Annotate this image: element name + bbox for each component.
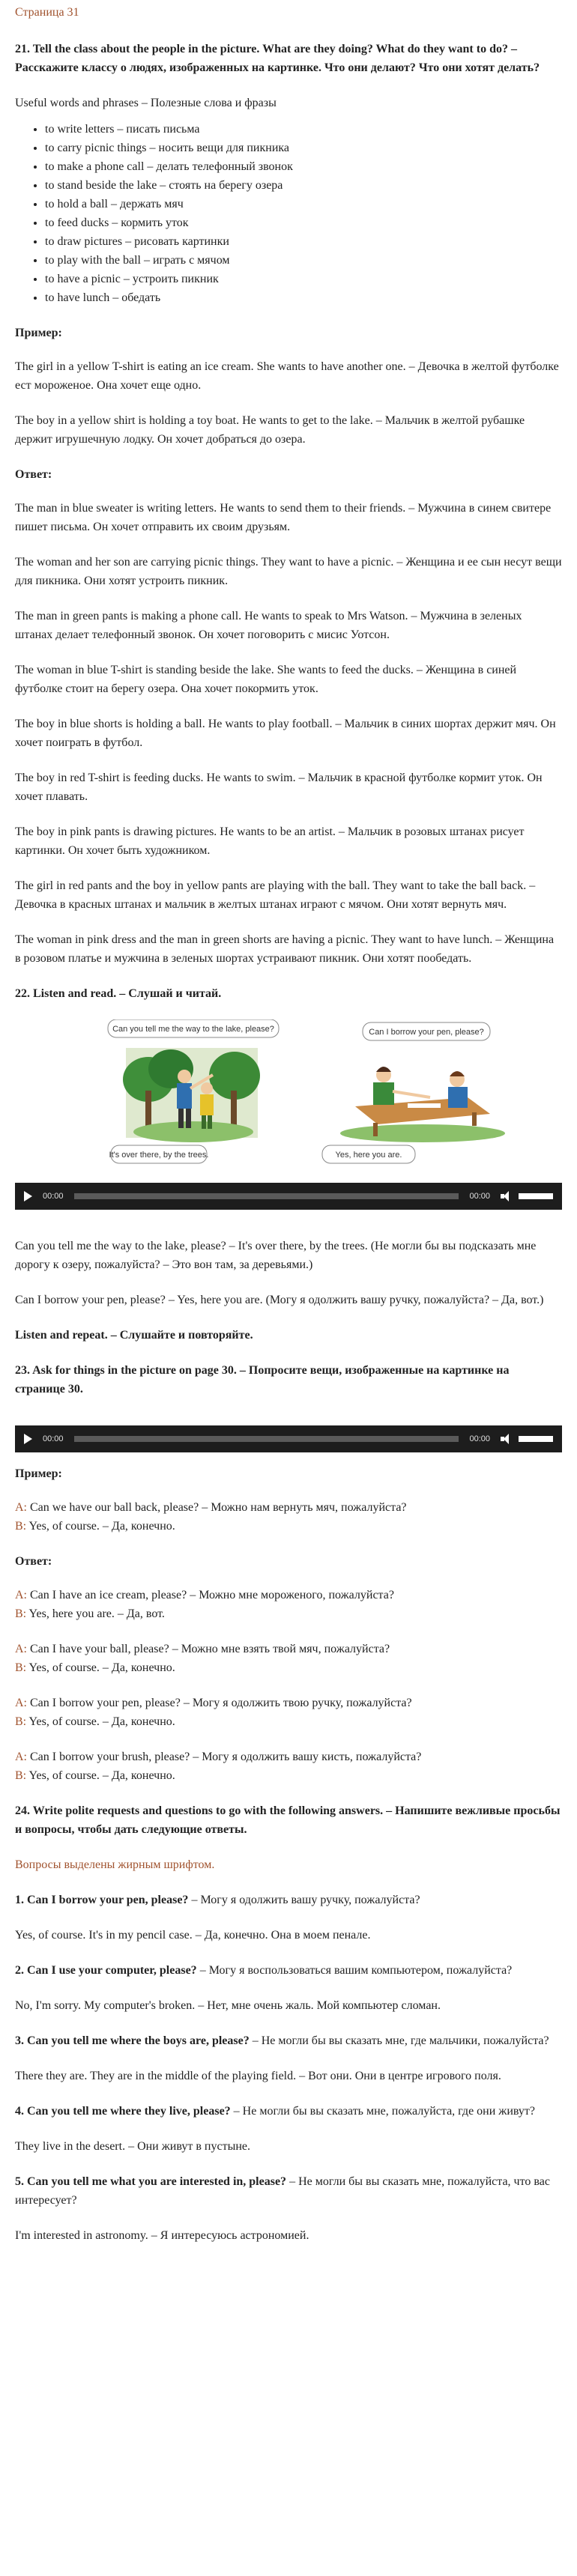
duration: 00:00 — [469, 1434, 490, 1443]
dialog-line-a: A: Can we have our ball back, please? – Можно нам вернуть мяч, пожалуйста? — [15, 1501, 407, 1514]
progress-bar[interactable] — [74, 1193, 459, 1199]
list-item: • to carry picnic things – носить вещи для пикника — [45, 139, 562, 157]
example-paragraph: The boy in a yellow shirt is holding a toy boat. He wants to get to the lake. – Мальчик в желтой рубашке держит игрушечную лодку. Он хочет добраться до озера. — [15, 414, 525, 446]
dialog-pair — [15, 1694, 562, 1731]
answer-paragraph: The woman in blue T-shirt is standing beside the lake. She wants to feed the ducks. – Женщина в синей футболке стоит на берегу озера. Она хочет покормить уток. — [15, 664, 517, 695]
example-paragraph: The girl in a yellow T-shirt is eating an ice cream. She wants to have another one. – Девочка в желтой футболке ест мороженое. Она хочет еще одно. — [15, 360, 559, 392]
bubble-pen-question: Can I borrow your pen, please? — [369, 1028, 484, 1037]
volume-icon[interactable] — [501, 1434, 511, 1444]
play-icon[interactable] — [24, 1191, 32, 1201]
example-dialog — [15, 1498, 562, 1536]
bubble-pen-answer: Yes, here you are. — [335, 1151, 402, 1160]
answer-paragraph: The woman and her son are carrying picnic things. They want to have a picnic. – Женщина и ее сын несут вещи для пикника. Они хотят устроить пикник. — [15, 556, 562, 587]
listen-line: Can I borrow your pen, please? – Yes, here you are. (Могу я одолжить вашу ручку, пожалуйста? – Да, вот.) — [15, 1294, 544, 1306]
dialog-line-a: A: Can I borrow your pen, please? – Могу я одолжить твою ручку, пожалуйста? — [15, 1697, 412, 1709]
list-item: • to hold a ball – держать мяч — [45, 195, 562, 213]
dialog-line-b: B: Yes, of course. – Да, конечно. — [15, 1520, 175, 1533]
answer-item: Yes, of course. It's in my pencil case. – Да, конечно. Она в моем пенале. — [15, 1929, 371, 1942]
list-item: • to play with the ball – играть с мячом — [45, 251, 562, 270]
dialog-line-b: B: Yes, of course. – Да, конечно. — [15, 1769, 175, 1782]
current-time: 00:00 — [43, 1434, 64, 1443]
answer-item: I'm interested in astronomy. – Я интересуюсь астрономией. — [15, 2229, 309, 2242]
answer-label: Ответ: — [15, 1555, 52, 1568]
dialog-line-b: B: Yes, of course. – Да, конечно. — [15, 1661, 175, 1674]
question-bold: 2. Can I use your computer, please? — [15, 1964, 197, 1977]
speaker-b: B: — [15, 1520, 27, 1533]
list-item: • to draw pictures – рисовать картинки — [45, 232, 562, 251]
question-bold: 5. Can you tell me what you are interested in, please? — [15, 2175, 287, 2188]
volume-slider[interactable] — [519, 1436, 553, 1442]
question-bold: 3. Can you tell me where the boys are, please? — [15, 2034, 250, 2047]
answer-label: Ответ: — [15, 468, 52, 481]
page-link[interactable]: Страница 31 — [15, 6, 79, 19]
answer-item: No, I'm sorry. My computer's broken. – Нет, мне очень жаль. Мой компьютер сломан. — [15, 1999, 441, 2012]
audio-player — [15, 1183, 562, 1210]
question-item: 2. Can I use your computer, please? – Могу я воспользоваться вашим компьютером, пожалуйста? — [15, 1964, 513, 1977]
progress-bar[interactable] — [74, 1436, 459, 1442]
answer-item: They live in the desert. – Они живут в пустыне. — [15, 2140, 250, 2153]
list-item: • to have a picnic – устроить пикник — [45, 270, 562, 288]
listen-pictures — [15, 1019, 562, 1166]
bubble-lake-answer: It's over there, by the trees. — [109, 1151, 209, 1160]
dialog-line-b: B: Yes, of course. – Да, конечно. — [15, 1715, 175, 1728]
play-icon[interactable] — [24, 1434, 32, 1444]
ex21-heading: 21. Tell the class about the people in the picture. What are they doing? What do they want to do? – Расскажите классу о людях, изображенных на картинке. Что они делают? Что они хотят делать? — [15, 43, 540, 74]
question-item: 4. Can you tell me where they live, please? – Не могли бы вы сказать мне, пожалуйста, где они живут? — [15, 2105, 536, 2118]
example-label: Пример: — [15, 327, 62, 339]
dialog-pair — [15, 1498, 562, 1536]
question-bold: 4. Can you tell me where they live, please? — [15, 2105, 231, 2118]
bubble-lake-question: Can you tell me the way to the lake, please? — [112, 1025, 274, 1034]
list-item: • to have lunch – обедать — [45, 288, 562, 307]
phrases-title: Useful words and phrases – Полезные слова и фразы — [15, 97, 277, 109]
volume-slider[interactable] — [519, 1193, 553, 1199]
speaker-a: A: — [15, 1501, 27, 1514]
ex24-note: Вопросы выделены жирным шрифтом. — [15, 1858, 215, 1871]
dialog-line-a: A: Can I have your ball, please? – Можно мне взять твой мяч, пожалуйста? — [15, 1643, 390, 1655]
answer-paragraph: The girl in red pants and the boy in yellow pants are playing with the ball. They want to take the ball back. – Девочка в красных штанах и мальчик в желтых штанах играют с мячом. Они хотят вернуть мяч. — [15, 879, 536, 911]
picture-lake-directions — [81, 1019, 303, 1166]
answer-paragraph: The boy in pink pants is drawing pictures. He wants to be an artist. – Мальчик в розовых штанах рисует картинки. Он хочет быть художником. — [15, 825, 525, 857]
dialog-pair — [15, 1586, 562, 1623]
question-item: 3. Can you tell me where the boys are, please? – Не могли бы вы сказать мне, где мальчики, пожалуйста? — [15, 2034, 549, 2047]
current-time: 00:00 — [43, 1191, 64, 1201]
answer-paragraph: The woman in pink dress and the man in green shorts are having a picnic. They want to have lunch. – Женщина в розовом платье и мужчина в зеленых шортах устраивают пикник. Они хотят пообедать. — [15, 933, 555, 965]
picture-borrow-pen — [318, 1019, 540, 1166]
duration: 00:00 — [469, 1191, 490, 1201]
dialog-line-a: A: Can I borrow your brush, please? – Могу я одолжить вашу кисть, пожалуйста? — [15, 1751, 422, 1763]
answer-paragraph: The boy in red T-shirt is feeding ducks. He wants to swim. – Мальчик в красной футболке кормит уток. Он хочет плавать. — [15, 772, 543, 803]
phrases-list — [15, 120, 562, 307]
list-item: • to feed ducks – кормить уток — [45, 213, 562, 232]
example-label: Пример: — [15, 1467, 62, 1480]
listen-repeat: Listen and repeat. – Слушайте и повторяйте. — [15, 1329, 253, 1342]
ex24-heading: 24. Write polite requests and questions to go with the following answers. – Напишите вежливые просьбы и вопросы, чтобы дать следующие ответы. — [15, 1804, 561, 1836]
list-item: • to stand beside the lake – стоять на берегу озера — [45, 176, 562, 195]
dialog-line-a: A: Can I have an ice cream, please? – Можно мне мороженого, пожалуйста? — [15, 1589, 394, 1601]
question-bold: 1. Can I borrow your pen, please? — [15, 1894, 189, 1906]
dialog-pair — [15, 1640, 562, 1677]
answer-item: There they are. They are in the middle of the playing field. – Вот они. Они в центре игрового поля. — [15, 2070, 501, 2082]
audio-player — [15, 1425, 562, 1452]
answer-paragraph: The man in blue sweater is writing letters. He wants to send them to their friends. – Мужчина в синем свитере пишет письма. Он хочет отправить их своим друзьям. — [15, 502, 552, 533]
listen-line: Can you tell me the way to the lake, please? – It's over there, by the trees. (Не могли бы вы подсказать мне дорогу к озеру, пожалуйста? – Это вон там, за деревьями.) — [15, 1240, 537, 1271]
question-item: 5. Can you tell me what you are interested in, please? – Не могли бы вы сказать мне, пожалуйста, что вас интересует? — [15, 2175, 550, 2207]
ex23-heading: 23. Ask for things in the picture on page 30. – Попросите вещи, изображенные на картинке на странице 30. — [15, 1364, 510, 1395]
ex22-heading: 22. Listen and read. – Слушай и читай. — [15, 987, 222, 1000]
question-item: 1. Can I borrow your pen, please? – Могу я одолжить вашу ручку, пожалуйста? — [15, 1894, 420, 1906]
list-item: • to make a phone call – делать телефонный звонок — [45, 157, 562, 176]
dialog-line-b: B: Yes, here you are. – Да, вот. — [15, 1607, 165, 1620]
answer-dialogs — [15, 1586, 562, 1785]
answer-paragraph: The boy in blue shorts is holding a ball. He wants to play football. – Мальчик в синих шортах держит мяч. Он хочет поиграть в футбол. — [15, 718, 556, 749]
list-item: • to write letters – писать письма — [45, 120, 562, 139]
answer-paragraph: The man in green pants is making a phone call. He wants to speak to Mrs Watson. – Мужчина в зеленых штанах делает телефонный звонок. Он хочет поговорить с мисис Уотсон. — [15, 610, 522, 641]
volume-icon[interactable] — [501, 1191, 511, 1201]
dialog-pair — [15, 1748, 562, 1785]
